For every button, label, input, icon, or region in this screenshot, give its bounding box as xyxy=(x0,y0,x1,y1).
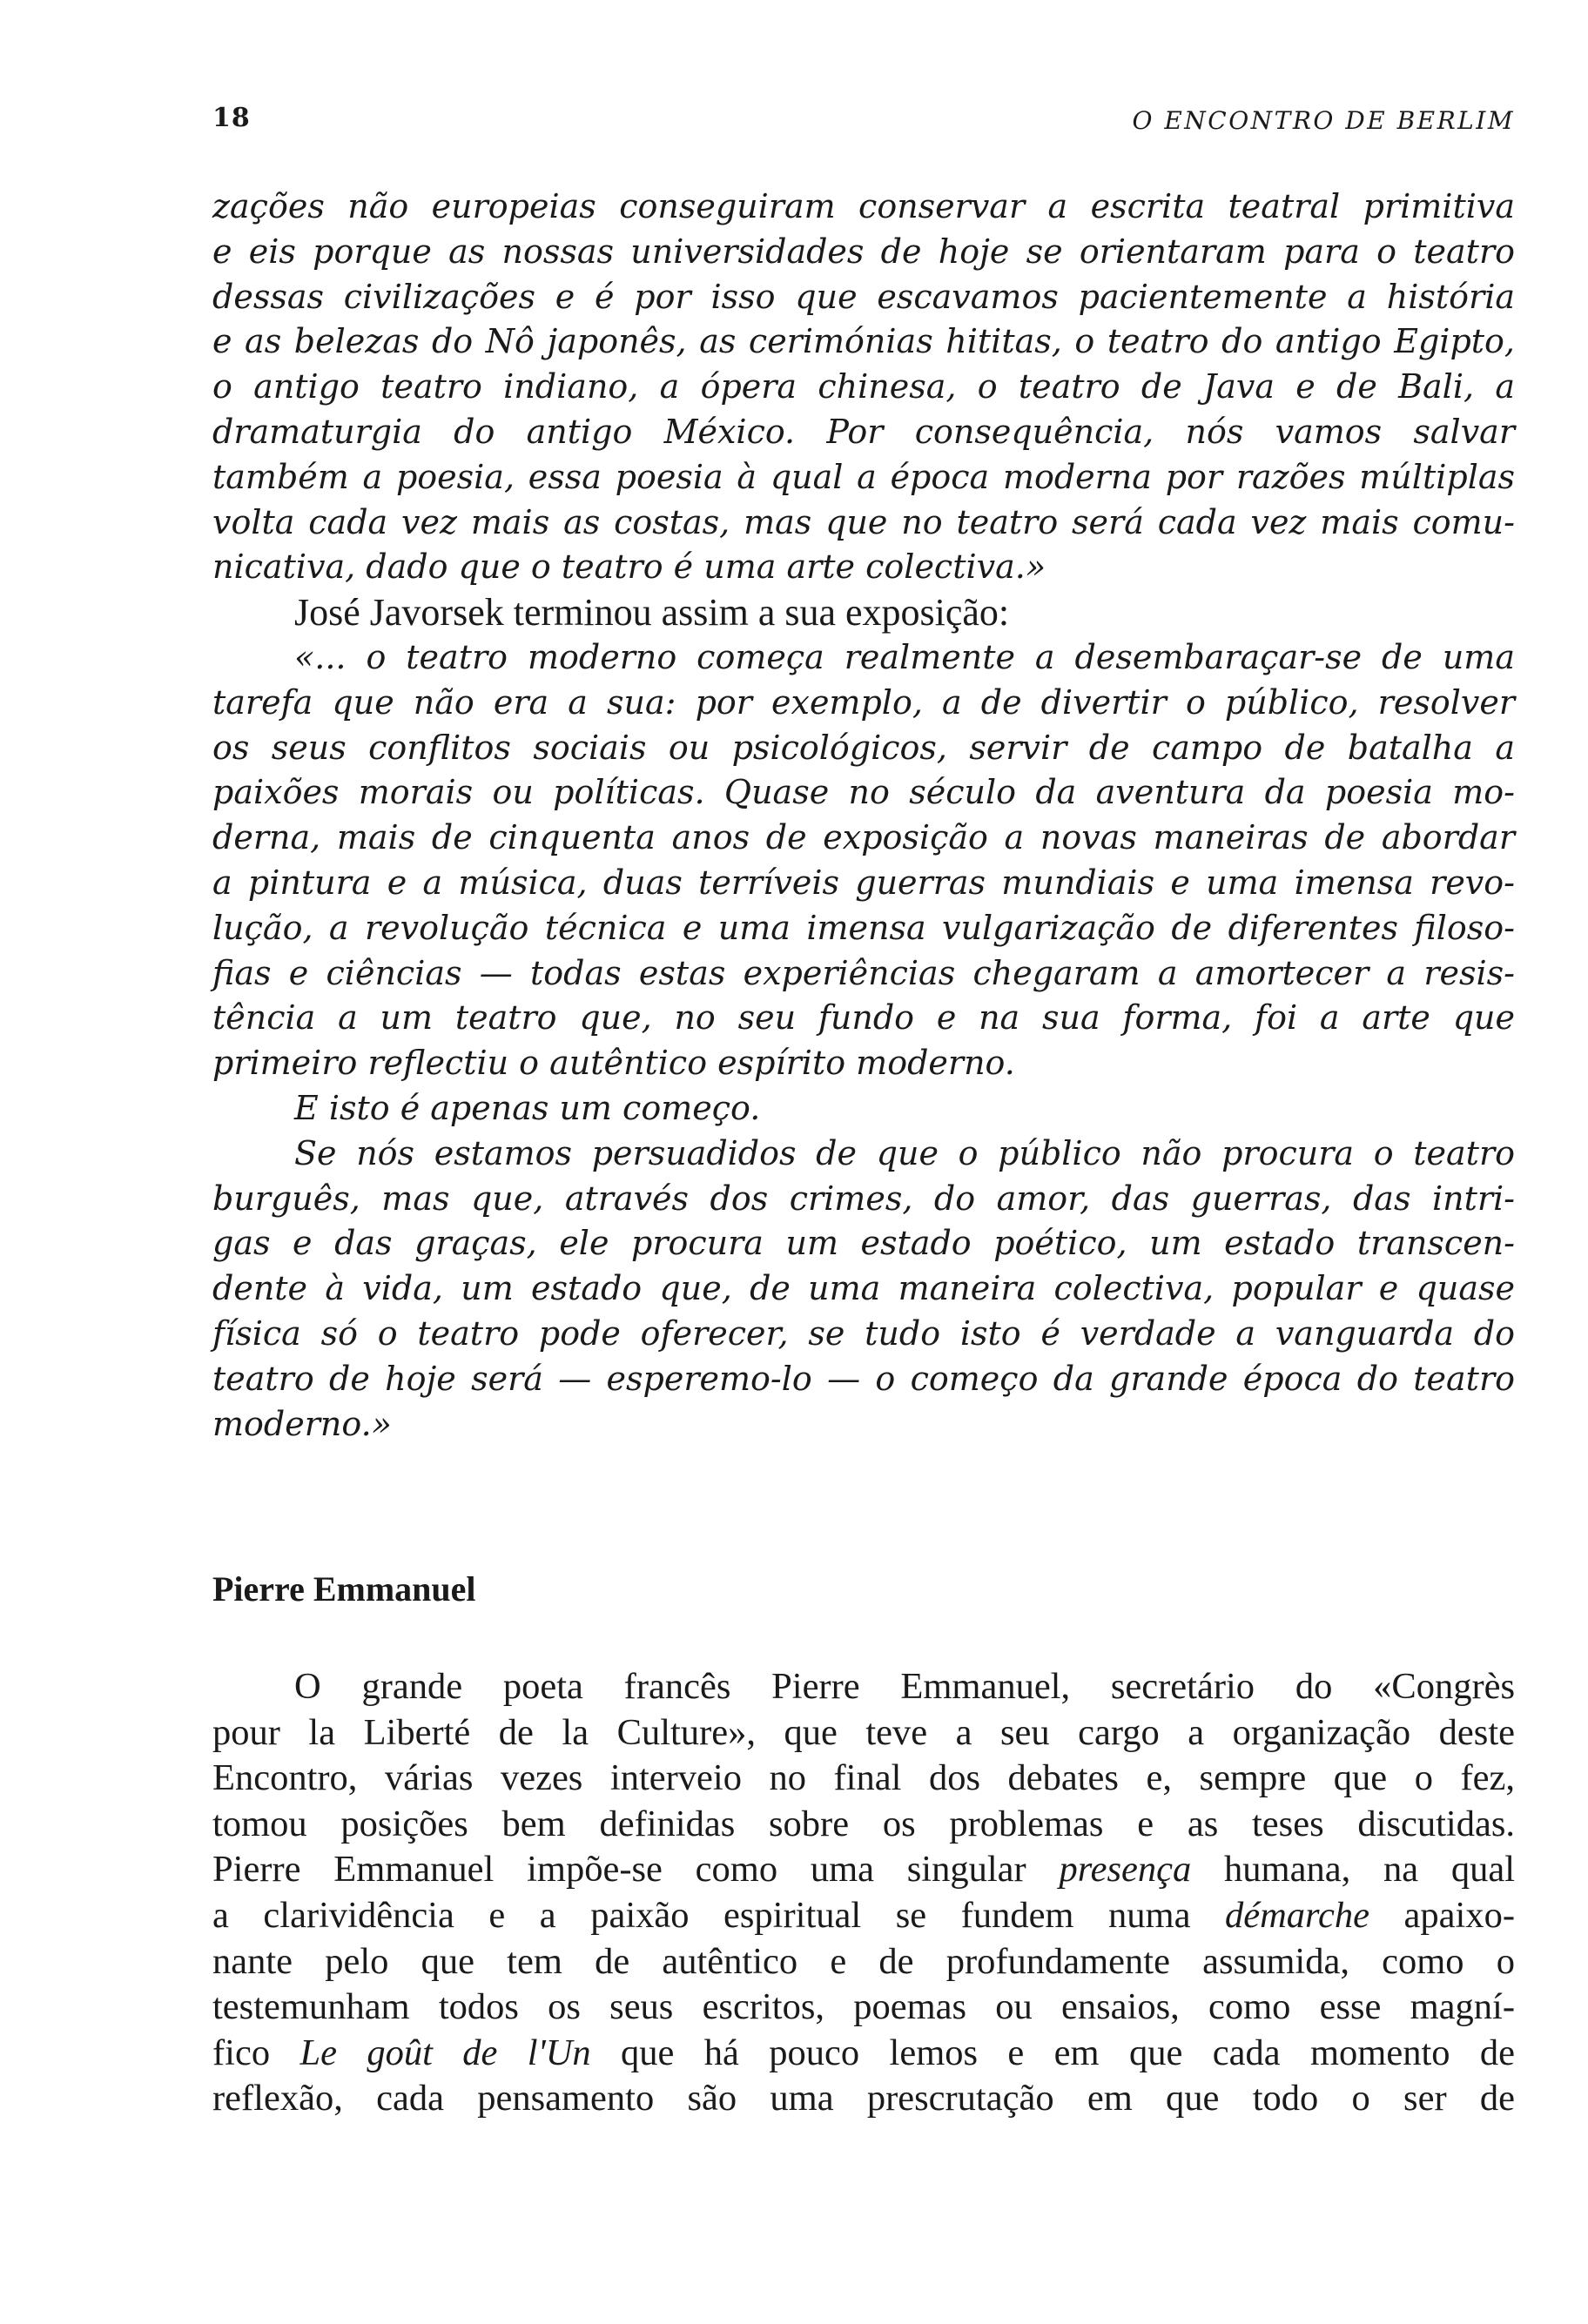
text-line: tarefa que não era a sua: por exemplo, a de divertir o público, resolver xyxy=(212,682,1515,722)
section-body xyxy=(212,1664,1515,2122)
italic-phrase: presença xyxy=(1059,1849,1192,1891)
italic-phrase: démarche xyxy=(1225,1894,1369,1936)
text-line: os seus conflitos sociais ou psicológicos, servir de campo de batalha a xyxy=(212,728,1515,767)
text-line xyxy=(212,1939,1515,1985)
text-line: gas e das graças, ele procura um estado poético, um estado transcen- xyxy=(212,1224,1515,1263)
text-line xyxy=(212,2031,1515,2077)
text-segment: pour la Liberté de la Culture», que teve a seu cargo a organização deste xyxy=(212,1711,1515,1753)
text-line xyxy=(212,1847,1515,1893)
section-heading: Pierre Emmanuel xyxy=(212,1569,476,1609)
text-line: o antigo teatro indiano, a ópera chinesa, o teatro de Java e de Bali, a xyxy=(212,367,1515,406)
text-line xyxy=(212,1756,1515,1802)
text-segment: que há pouco lemos e em que cada momento de xyxy=(590,2032,1516,2073)
running-head xyxy=(212,103,1515,146)
text-segment: tomou posições bem definidas sobre os problemas e as teses discutidas. xyxy=(212,1803,1515,1844)
text-segment: reflexão, cada pensamento são uma prescrutação em que todo o ser de xyxy=(212,2078,1515,2119)
text-line: «... o teatro moderno começa realmente a desembaraçar-se de uma xyxy=(294,637,1515,676)
text-line xyxy=(212,2076,1515,2122)
text-line: teatro de hoje será — esperemo-lo — o começo da grande época do teatro xyxy=(212,1359,1515,1398)
text-segment: humana, na qual xyxy=(1191,1849,1515,1891)
text-line: também a poesia, essa poesia à qual a época moderna por razões múltiplas xyxy=(212,457,1515,496)
transition-line: José Javorsek terminou assim a sua exposição: xyxy=(294,591,1010,635)
text-line: dessas civilizações e é por isso que escavamos pacientemente a história xyxy=(212,277,1515,316)
text-line: dramaturgia do antigo México. Por consequência, nós vamos salvar xyxy=(212,412,1515,451)
text-line xyxy=(212,1985,1515,2031)
italic-phrase: Le goût de l'Un xyxy=(299,2032,591,2073)
text-line: paixões morais ou políticas. Quase no século da aventura da poesia mo- xyxy=(212,773,1515,812)
body-text xyxy=(212,185,1515,1447)
text-line: a pintura e a música, duas terríveis guerras mundiais e uma imensa revo- xyxy=(212,863,1515,902)
text-line xyxy=(212,1710,1515,1756)
text-line: moderno.» xyxy=(212,1404,392,1443)
text-line xyxy=(212,1893,1515,1939)
text-line: e as belezas do Nô japonês, as cerimónias hititas, o teatro do antigo Egipto, xyxy=(212,322,1515,361)
short-paragraph: E isto é apenas um começo. xyxy=(294,1088,761,1127)
text-line: volta cada vez mais as costas, mas que no teatro será cada vez mais comu- xyxy=(212,502,1515,541)
text-line: zações não europeias conseguiram conservar a escrita teatral primitiva xyxy=(212,187,1515,225)
text-line: física só o teatro pode oferecer, se tudo isto é verdade a vanguarda do xyxy=(212,1313,1515,1353)
text-line xyxy=(212,1664,1515,1710)
text-segment: Encontro, várias vezes interveio no final dos debates e, sempre que o fez, xyxy=(212,1757,1515,1799)
text-segment: Pierre Emmanuel impõe-se como uma singular xyxy=(212,1849,1060,1891)
page-number: 18 xyxy=(212,103,251,133)
text-segment: fico xyxy=(212,2032,300,2073)
text-line xyxy=(212,1802,1515,1848)
text-segment: nante pelo que tem de autêntico e de profundamente assumida, como o xyxy=(212,1940,1515,1982)
text-line: primeiro reflectiu o autêntico espírito moderno. xyxy=(212,1044,1015,1083)
text-line: derna, mais de cinquenta anos de exposição a novas maneiras de abordar xyxy=(212,818,1515,857)
running-title: O ENCONTRO DE BERLIM xyxy=(1132,106,1515,135)
text-line: lução, a revolução técnica e uma imensa vulgarização de diferentes filoso- xyxy=(212,908,1515,947)
text-segment: apaixo- xyxy=(1369,1894,1515,1936)
text-segment: a clarividência e a paixão espiritual se fundem numa xyxy=(212,1894,1225,1936)
text-segment: O grande poeta francês Pierre Emmanuel, secretário do «Congrès xyxy=(294,1666,1515,1707)
text-line: burguês, mas que, através dos crimes, do amor, das guerras, das intri- xyxy=(212,1179,1515,1218)
text-line: fias e ciências — todas estas experiências chegaram a amortecer a resis- xyxy=(212,953,1515,992)
text-line: nicativa, dado que o teatro é uma arte colectiva.» xyxy=(212,547,1046,587)
text-line: e eis porque as nossas universidades de hoje se orientaram para o teatro xyxy=(212,232,1515,271)
text-line: dente à vida, um estado que, de uma maneira colectiva, popular e quase xyxy=(212,1269,1515,1308)
text-line: tência a um teatro que, no seu fundo e na sua forma, foi a arte que xyxy=(212,998,1515,1038)
text-line: Se nós estamos persuadidos de que o público não procura o teatro xyxy=(294,1133,1515,1172)
text-segment: testemunham todos os seus escritos, poemas ou ensaios, como esse magní- xyxy=(212,1986,1515,2028)
